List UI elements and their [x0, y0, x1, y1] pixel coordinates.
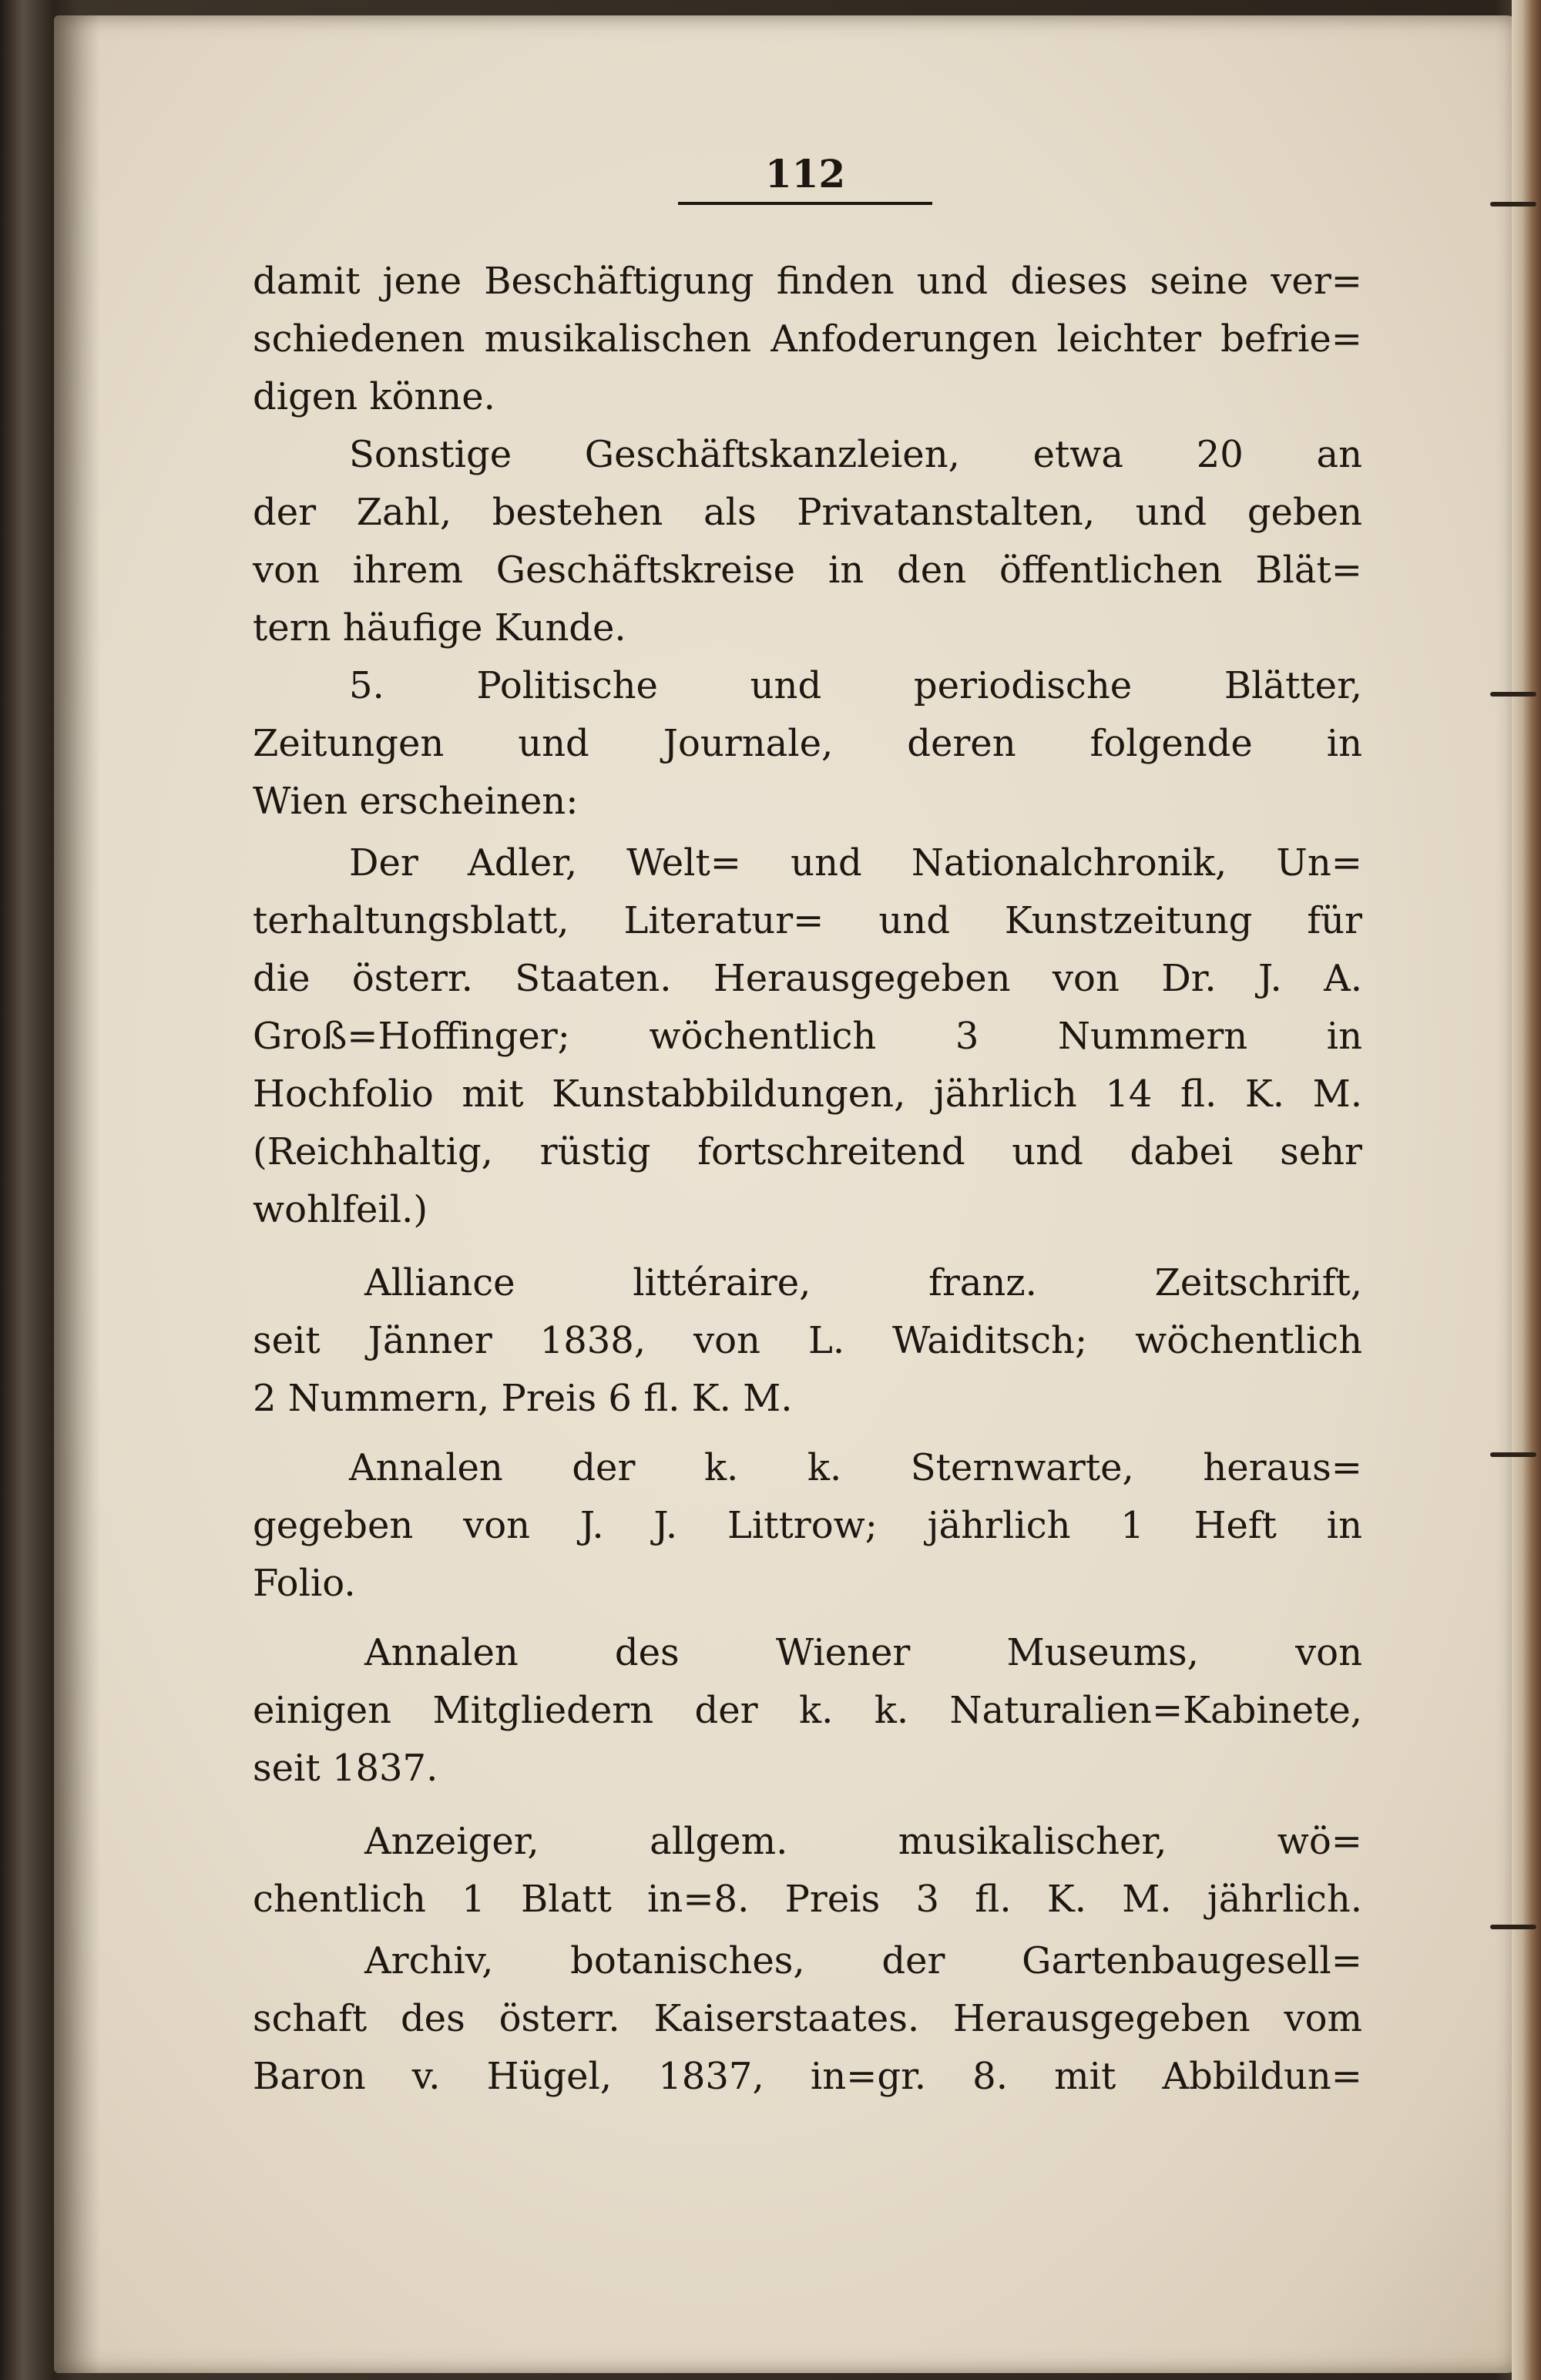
text-line: Annalen der k. k. Sternwarte, heraus=	[349, 1446, 1362, 1489]
text-line: (Reichhaltig, rüstig fortschreitend und dabei sehr	[253, 1130, 1362, 1173]
text-line: Anzeiger, allgem. musikalischer, wö=	[364, 1820, 1362, 1863]
text-line: Folio.	[253, 1562, 356, 1605]
binding-thread	[1490, 1925, 1536, 1929]
text-line: der Zahl, bestehen als Privatanstalten, und geben	[253, 491, 1362, 534]
page-edge-stack	[1512, 0, 1541, 2380]
text-line: damit jene Beschäftigung finden und dieses seine ver=	[253, 260, 1362, 303]
text-line: chentlich 1 Blatt in=8. Preis 3 fl. K. M. jährlich.	[253, 1878, 1362, 1921]
text-line: Der Adler, Welt= und Nationalchronik, Un=	[349, 841, 1362, 885]
binding-thread	[1490, 692, 1536, 697]
text-line: die österr. Staaten. Herausgegeben von Dr. J. A.	[253, 957, 1362, 1000]
text-line: tern häufige Kunde.	[253, 606, 626, 650]
text-line: Alliance littéraire, franz. Zeitschrift,	[364, 1261, 1362, 1304]
text-line: schiedenen musikalischen Anfoderungen leichter befrie=	[253, 317, 1362, 361]
text-line: einigen Mitgliedern der k. k. Naturalien=Kabinete,	[253, 1689, 1362, 1732]
text-line: Wien erscheinen:	[253, 780, 579, 823]
text-line: gegeben von J. J. Littrow; jährlich 1 Heft in	[253, 1504, 1362, 1547]
text-line: Hochfolio mit Kunstabbildungen, jährlich 14 fl. K. M.	[253, 1073, 1362, 1116]
text-line: terhaltungsblatt, Literatur= und Kunstzeitung für	[253, 899, 1362, 942]
text-line: wohlfeil.)	[253, 1188, 428, 1231]
text-line: Archiv, botanisches, der Gartenbaugesell=	[364, 1939, 1362, 1982]
header-rule	[678, 202, 932, 205]
text-line: Zeitungen und Journale, deren folgende in	[253, 722, 1362, 765]
text-line: Groß=Hoffinger; wöchentlich 3 Nummern in	[253, 1015, 1362, 1058]
text-line: 2 Nummern, Preis 6 fl. K. M.	[253, 1377, 793, 1420]
text-line: schaft des österr. Kaiserstaates. Herausgegeben vom	[253, 1997, 1362, 2040]
text-line: 5. Politische und periodische Blätter,	[349, 664, 1362, 707]
text-line: Annalen des Wiener Museums, von	[364, 1631, 1362, 1674]
text-line: von ihrem Geschäftskreise in den öffentlichen Blät=	[253, 549, 1362, 592]
text-line: Baron v. Hügel, 1837, in=gr. 8. mit Abbildun=	[253, 2055, 1362, 2098]
text-line: digen könne.	[253, 375, 495, 418]
binding-thread	[1490, 1452, 1536, 1457]
text-line: Sonstige Geschäftskanzleien, etwa 20 an	[349, 433, 1362, 476]
text-line: seit Jänner 1838, von L. Waiditsch; wöchentlich	[253, 1319, 1362, 1362]
gutter-shadow	[54, 15, 100, 2373]
text-line: seit 1837.	[253, 1747, 438, 1790]
page-number: 112	[764, 151, 846, 196]
binding-thread	[1490, 202, 1536, 206]
